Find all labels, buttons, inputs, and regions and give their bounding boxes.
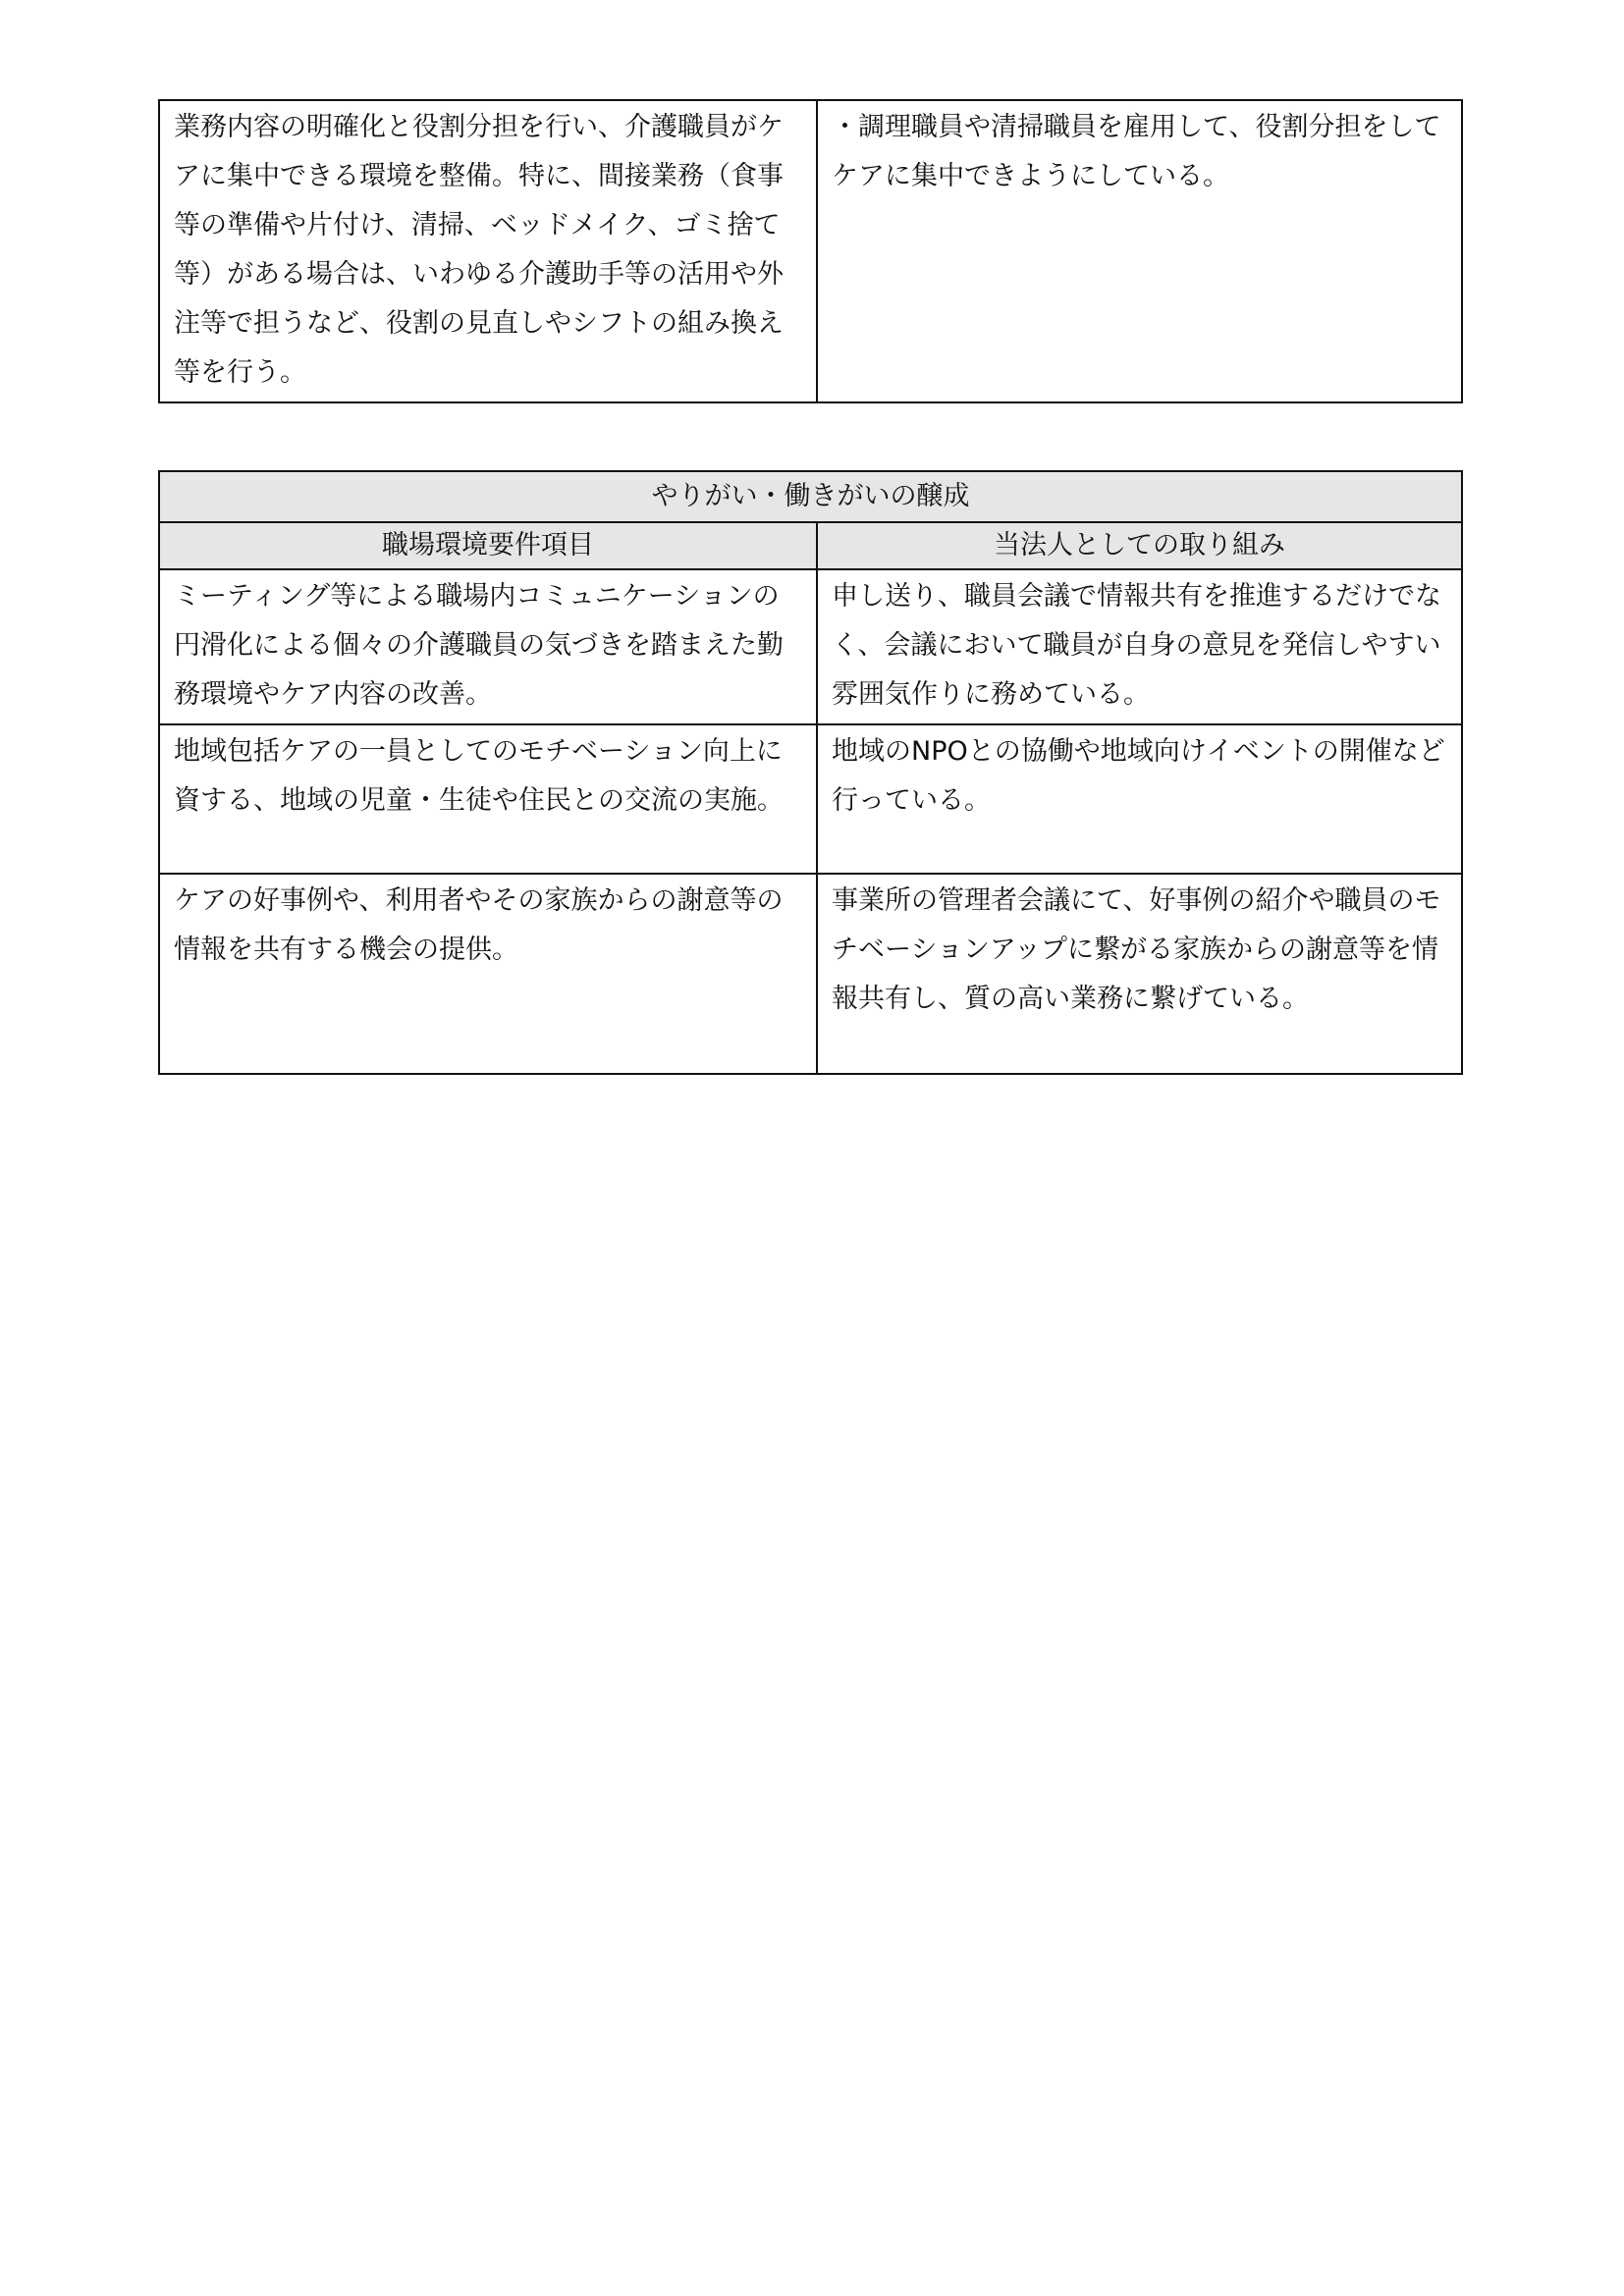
requirement-cell: 業務内容の明確化と役割分担を行い、介護職員がケアに集中できる環境を整備。特に、間接業務（食事等の準備や片付け、清掃、ベッドメイク、ゴミ捨て等）がある場合は、いわゆる介護助手等の活用や外注等で担うなど、役割の見直しやシフトの組み換え等を行う。	[159, 100, 817, 402]
table-title-row	[159, 471, 1462, 522]
column-header-initiative: 当法人としての取り組み	[817, 522, 1462, 569]
environment-requirements-table-continued	[158, 99, 1463, 403]
table-row	[159, 874, 1462, 1074]
column-header-requirement: 職場環境要件項目	[159, 522, 817, 569]
initiative-cell: 事業所の管理者会議にて、好事例の紹介や職員のモチベーションアップに繋がる家族からの謝意等を情報共有し、質の高い業務に繋げている。	[817, 874, 1462, 1074]
initiative-cell: 地域のNPOとの協働や地域向けイベントの開催など行っている。	[817, 724, 1462, 874]
initiative-cell: 申し送り、職員会議で情報共有を推進するだけでなく、会議において職員が自身の意見を発信しやすい雰囲気作りに務めている。	[817, 569, 1462, 724]
table-row	[159, 100, 1462, 402]
table-title: やりがい・働きがいの醸成	[159, 471, 1462, 522]
table-row	[159, 724, 1462, 874]
yarigai-table	[158, 470, 1463, 1075]
table-row	[159, 569, 1462, 724]
initiative-cell: ・調理職員や清掃職員を雇用して、役割分担をしてケアに集中できようにしている。	[817, 100, 1462, 402]
table-header-row	[159, 522, 1462, 569]
requirement-cell: ケアの好事例や、利用者やその家族からの謝意等の情報を共有する機会の提供。	[159, 874, 817, 1074]
requirement-cell: ミーティング等による職場内コミュニケーションの円滑化による個々の介護職員の気づきを踏まえた勤務環境やケア内容の改善。	[159, 569, 817, 724]
requirement-cell: 地域包括ケアの一員としてのモチベーション向上に資する、地域の児童・生徒や住民との交流の実施。	[159, 724, 817, 874]
